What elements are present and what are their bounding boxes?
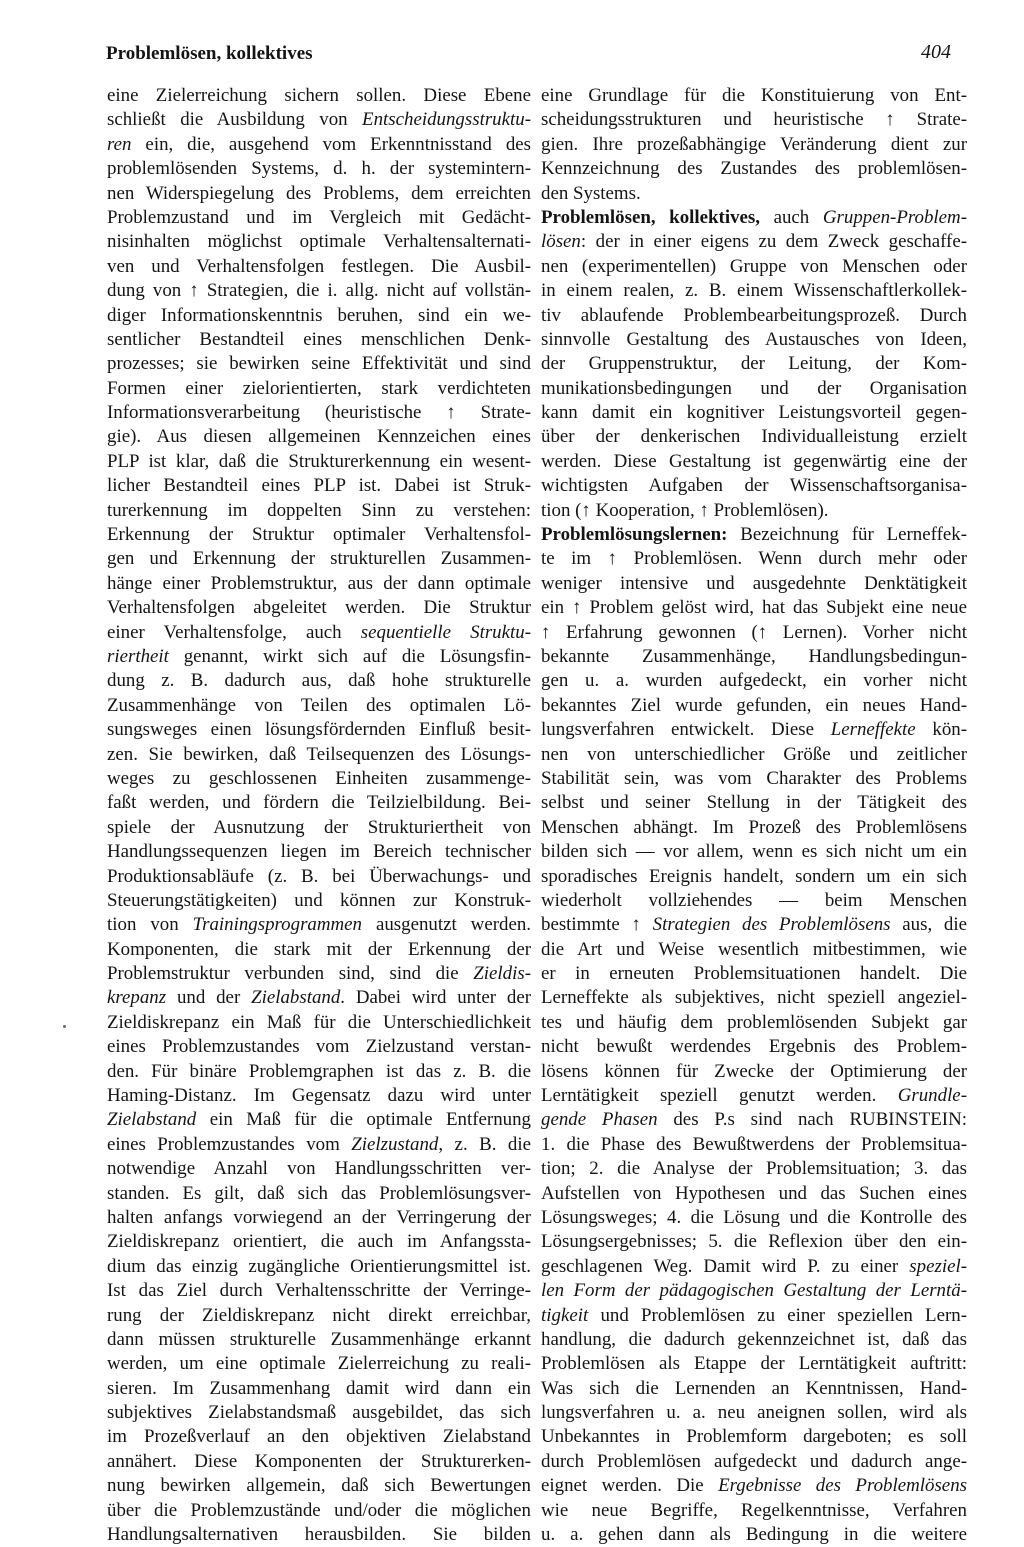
text-line: gie). Aus diesen allgemeinen Kennzeichen eines <box>107 426 531 448</box>
text-line: Informationsverarbeitung (heuristische ↑ Strate- <box>107 402 531 424</box>
text-line: munikationsbedingungen und der Organisation <box>541 377 967 399</box>
text-line: ein ↑ Problem gelöst wird, hat das Subjekt eine neue <box>541 597 967 619</box>
text-line: Komponenten, die stark mit der Erkennung der <box>107 938 531 960</box>
running-head: Problemlösen, kollektives <box>106 43 313 64</box>
text-line: riertheit genannt, wirkt sich auf die Lösungsfin- <box>107 645 531 667</box>
text-line: tigkeit und Problemlösen zu einer speziellen Lern- <box>541 1304 967 1326</box>
text-line: lungsverfahren u. a. neu aneignen sollen, wird als <box>541 1402 967 1424</box>
text-line: durch Problemlösen aufgedeckt und dadurch ange- <box>541 1450 967 1472</box>
text-line: Menschen abhängt. Im Prozeß des Problemlösens <box>541 816 967 838</box>
text-line: spiele der Ausnutzung der Strukturiertheit von <box>107 816 531 838</box>
text-line: Haming-Distanz. Im Gegensatz dazu wird unter <box>107 1085 531 1107</box>
left-column <box>107 84 531 1547</box>
text-line: Lerntätigkeit speziell genutzt werden. Grundle- <box>541 1085 967 1107</box>
text-line: tion (↑ Kooperation, ↑ Problemlösen). <box>541 499 829 521</box>
text-line: turerkennung im doppelten Sinn zu verstehen: <box>107 499 531 521</box>
text-line: bilden sich — vor allem, wenn es sich nicht um ein <box>541 841 967 863</box>
text-line: in einem realen, z. B. einem Wissenschaftlerkollek- <box>541 280 967 302</box>
text-line: sentlicher Bestandteil eines menschlichen Denk- <box>107 328 531 350</box>
text-line: zen. Sie bewirken, daß Teilsequenzen des Lösungs- <box>107 743 531 765</box>
text-line: dung von ↑ Strategien, die i. allg. nicht auf vollstän- <box>107 280 531 302</box>
text-line: prozesses; sie bewirken seine Effektivität und sind <box>107 353 531 375</box>
text-line: lösens können für Zwecke der Optimierung der <box>541 1060 967 1082</box>
text-line: weges zu geschlossenen Einheiten zusammenge- <box>107 767 531 789</box>
print-speck <box>63 1025 66 1028</box>
text-line: über der denkerischen Individualleistung erzielt <box>541 426 967 448</box>
text-line: den. Für binäre Problemgraphen ist das z. B. die <box>107 1060 531 1082</box>
text-line: die Art und Weise wesentlich mitbestimmen, wie <box>541 938 967 960</box>
text-line: tion von Trainingsprogrammen ausgenutzt werden. <box>107 914 531 936</box>
text-line: ren ein, die, ausgehend vom Erkenntnisstand des <box>107 133 531 155</box>
text-line: gen u. a. wurden aufgedeckt, ein vorher nicht <box>541 670 967 692</box>
right-column <box>541 84 967 1547</box>
text-line: tiv ablaufende Problembearbeitungsprozeß. Durch <box>541 304 967 326</box>
text-line: wie neue Begriffe, Regelkenntnisse, Verfahren <box>541 1499 967 1521</box>
text-line: eines Problemzustandes vom Zielzustand, z. B. die <box>107 1133 531 1155</box>
text-line: nen von unterschiedlicher Größe und zeitlicher <box>541 743 967 765</box>
text-line: bekanntes Ziel wurde gefunden, ein neues Hand- <box>541 694 967 716</box>
text-line: nisinhalten möglichst optimale Verhaltensalternati- <box>107 231 531 253</box>
text-line: Zieldiskrepanz orientiert, die auch im Anfangssta- <box>107 1231 531 1253</box>
text-line: schließt die Ausbildung von Entscheidungsstruktu- <box>107 109 531 131</box>
text-line: krepanz und der Zielabstand. Dabei wird unter der <box>107 987 531 1009</box>
text-line: tes und häufig dem problemlösenden Subjekt gar <box>541 1011 967 1033</box>
text-line: Lerneffekte als subjektives, nicht speziell angeziel- <box>541 987 967 1009</box>
text-line: notwendige Anzahl von Handlungsschritten ver- <box>107 1158 531 1180</box>
text-line: sieren. Im Zusammenhang damit wird dann ein <box>107 1377 531 1399</box>
text-line: scheidungsstrukturen und heuristische ↑ Strate- <box>541 109 967 131</box>
text-line: annähert. Diese Komponenten der Strukturerken- <box>107 1450 531 1472</box>
text-line: wichtigsten Aufgaben der Wissenschaftsorganisa- <box>541 475 967 497</box>
text-line: werden. Diese Gestaltung ist gegenwärtig eine der <box>541 450 967 472</box>
text-line: tion; 2. die Analyse der Problemsituation; 3. das <box>541 1158 967 1180</box>
text-line: dung z. B. dadurch aus, daß hohe strukturelle <box>107 670 531 692</box>
text-line: Aufstellen von Hypothesen und das Suchen eines <box>541 1182 967 1204</box>
text-line: hänge einer Problemstruktur, aus der dann optimale <box>107 572 531 594</box>
text-line: len Form der pädagogischen Gestaltung der Lerntä- <box>541 1280 967 1302</box>
text-line: weniger intensive und ausgedehnte Denktätigkeit <box>541 572 967 594</box>
text-line: Problemlösen, kollektives, auch Gruppen-Problem- <box>541 206 967 228</box>
text-line: eine Zielerreichung sichern sollen. Diese Ebene <box>107 85 531 106</box>
text-line: eines Problemzustandes vom Zielzustand verstan- <box>107 1036 531 1058</box>
text-line: nen (experimentellen) Gruppe von Menschen oder <box>541 255 967 277</box>
text-line: nung bewirken allgemein, daß sich Bewertungen <box>107 1475 531 1497</box>
text-line: nicht bewußt werdendes Ergebnis des Problem- <box>541 1036 967 1058</box>
text-line: den Systems. <box>541 182 641 204</box>
text-line: Stabilität sein, was vom Charakter des Problems <box>541 767 967 789</box>
text-line: Ist das Ziel durch Verhaltensschritte der Verringe- <box>107 1280 531 1302</box>
text-line: Zielabstand ein Maß für die optimale Entfernung <box>107 1109 531 1131</box>
text-line: ↑ Erfahrung gewonnen (↑ Lernen). Vorher nicht <box>541 621 967 643</box>
text-line: lösen: der in einer eigens zu dem Zweck geschaffe- <box>541 231 967 253</box>
text-line: nen Widerspiegelung des Problems, dem erreichten <box>107 182 531 204</box>
text-line: Problemstruktur verbunden sind, sind die Zieldis- <box>107 963 531 985</box>
text-line: er in erneuten Problemsituationen handelt. Die <box>541 963 967 985</box>
text-line: handlung, die dadurch gekennzeichnet ist, daß das <box>541 1328 967 1350</box>
text-line: lungsverfahren entwickelt. Diese Lerneffekte kön- <box>541 719 967 741</box>
text-line: ven und Verhaltensfolgen festlegen. Die Ausbil- <box>107 255 531 277</box>
text-line: Produktionsabläufe (z. B. bei Überwachungs- und <box>107 865 531 887</box>
text-line: kann damit ein kognitiver Leistungsvorteil gegen- <box>541 402 967 424</box>
text-line: dann müssen strukturelle Zusammenhänge erkannt <box>107 1328 531 1350</box>
text-line: wiederholt vollziehendes — beim Menschen <box>541 889 967 911</box>
text-line: einer Verhaltensfolge, auch sequentielle Struktu- <box>107 621 531 643</box>
text-line: Erkennung der Struktur optimaler Verhaltensfol- <box>107 524 531 546</box>
text-line: eignet werden. Die Ergebnisse des Problemlösens <box>541 1475 967 1497</box>
text-line: Zieldiskrepanz ein Maß für die Unterschiedlichkeit <box>107 1011 531 1033</box>
text-line: licher Bestandteil eines PLP ist. Dabei ist Struk- <box>107 475 531 497</box>
text-line: diger Informationskenntnis beruhen, sind ein we- <box>107 304 531 326</box>
text-line: über die Problemzustände und/oder die möglichen <box>107 1499 531 1521</box>
page-number: 404 <box>921 41 951 63</box>
text-line: gende Phasen des P.s sind nach RUBINSTEIN: <box>541 1109 967 1131</box>
text-line: halten anfangs vorwiegend an der Verringerung der <box>107 1206 531 1228</box>
text-line: Unbekanntes in Problemform dargeboten; es soll <box>541 1426 967 1448</box>
text-line: geschlagenen Weg. Damit wird P. zu einer speziel- <box>541 1255 967 1277</box>
text-line: Lösungsergebnisses; 5. die Reflexion über den ein- <box>541 1231 967 1253</box>
text-line: dium das einzig zugängliche Orientierungsmittel ist. <box>107 1255 531 1277</box>
text-line: sinnvolle Gestaltung des Austausches von Ideen, <box>541 328 967 350</box>
text-line: im Prozeßverlauf an den objektiven Zielabstand <box>107 1426 531 1448</box>
text-line: selbst und seiner Stellung in der Tätigkeit des <box>541 792 967 814</box>
text-line: Was sich die Lernenden an Kenntnissen, Hand- <box>541 1377 967 1399</box>
text-line: faßt werden, und fördern die Teilzielbildung. Bei- <box>107 792 531 814</box>
text-line: Problemlösungslernen: Bezeichnung für Lerneffek- <box>541 524 967 546</box>
text-line: Handlungssequenzen liegen im Bereich technischer <box>107 841 531 863</box>
text-line: sungsweges einen lösungsfördernden Einfluß besit- <box>107 719 531 741</box>
page-header <box>0 0 1024 80</box>
text-line: Steuerungstätigkeiten) und können zur Konstruk- <box>107 889 531 911</box>
text-line: Problemlösen als Etappe der Lerntätigkeit auftritt: <box>541 1353 967 1375</box>
text-line: standen. Es gilt, daß sich das Problemlösungsver- <box>107 1182 531 1204</box>
text-line: gen und Erkennung der strukturellen Zusammen- <box>107 548 531 570</box>
text-line: Lösungsweges; 4. die Lösung und die Kontrolle des <box>541 1206 967 1228</box>
text-line: bestimmte ↑ Strategien des Problemlösens aus, die <box>541 914 968 936</box>
text-line: Formen einer zielorientierten, stark verdichteten <box>107 377 531 399</box>
text-line: sporadisches Ereignis handelt, sondern um ein sich <box>541 865 967 887</box>
text-line: werden, um eine optimale Zielerreichung zu reali- <box>107 1353 531 1375</box>
text-line: gien. Ihre prozeßabhängige Veränderung dient zur <box>541 133 967 155</box>
text-line: der Gruppenstruktur, der Leitung, der Kom- <box>541 353 967 375</box>
text-line: Verhaltensfolgen abgeleitet werden. Die Struktur <box>107 597 531 619</box>
text-line: eine Grundlage für die Konstituierung von Ent- <box>541 85 967 106</box>
text-line: problemlösenden Systems, d. h. der systemintern- <box>107 158 531 180</box>
text-line: subjektives Zielabstandsmaß ausgebildet, das sich <box>107 1402 531 1424</box>
text-line: bekannte Zusammenhänge, Handlungsbedingun- <box>541 645 967 667</box>
text-line: PLP ist klar, daß die Strukturerkennung ein wesent- <box>107 450 531 472</box>
text-line: Kennzeichnung des Zustandes des problemlösen- <box>541 158 967 180</box>
text-line: 1. die Phase des Bewußtwerdens der Problemsitua- <box>541 1133 967 1155</box>
text-line: Zusammenhänge von Teilen des optimalen Lö- <box>107 694 531 716</box>
text-line: te im ↑ Problemlösen. Wenn durch mehr oder <box>541 548 967 570</box>
text-line: Handlungsalternativen herausbilden. Sie bilden <box>107 1524 531 1546</box>
text-line: Problemzustand und im Vergleich mit Gedächt- <box>107 206 531 228</box>
text-line: u. a. gehen dann als Bedingung in die weitere <box>541 1524 967 1546</box>
text-line: rung der Zieldiskrepanz nicht direkt erreichbar, <box>107 1304 531 1326</box>
